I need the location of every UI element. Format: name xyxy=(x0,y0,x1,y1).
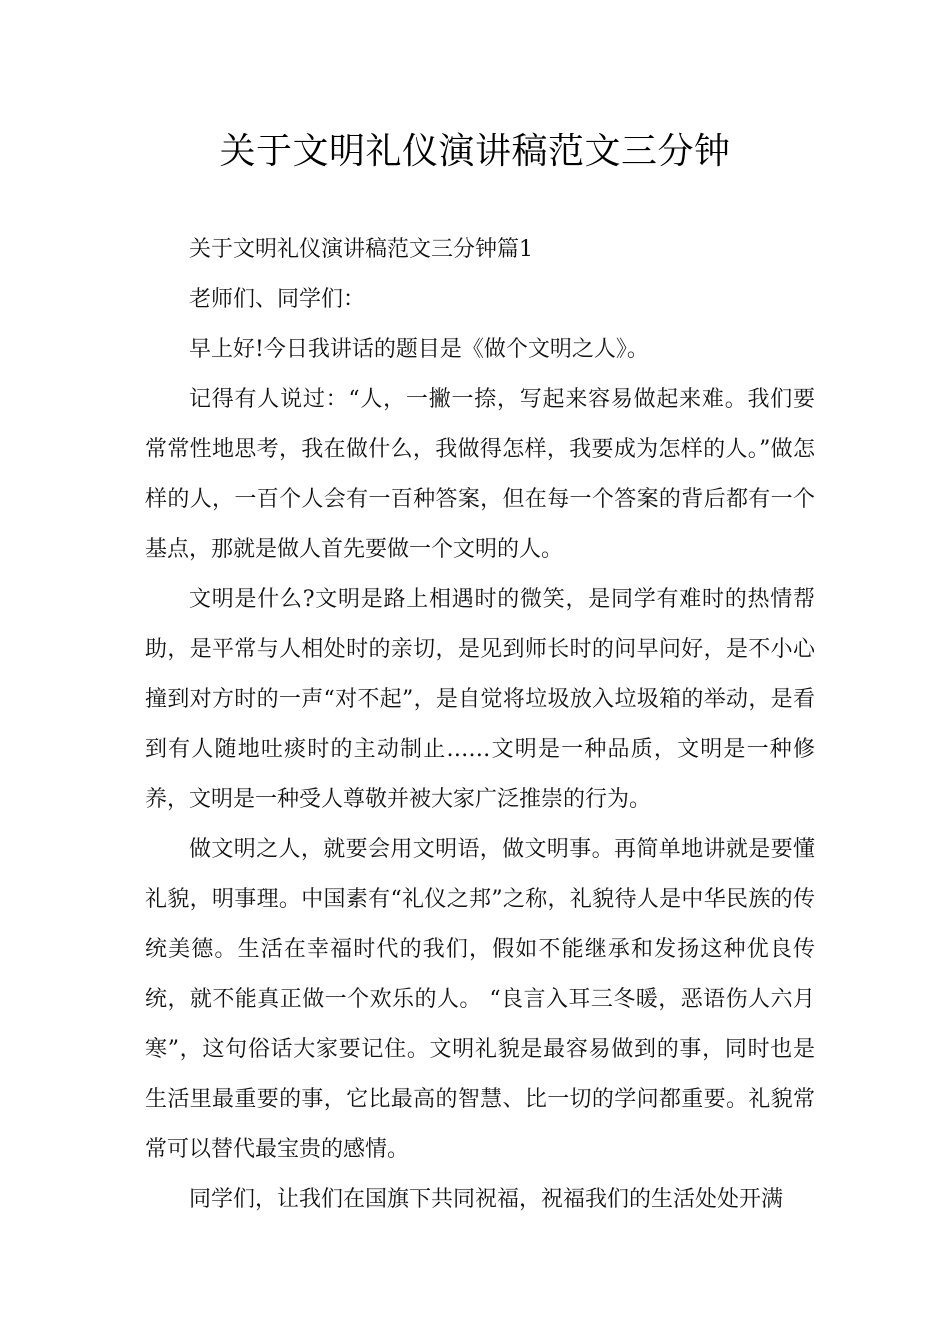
salutation: 老师们、同学们： xyxy=(189,287,366,312)
body-paragraph: 做文明之人，就要会用文明语，做文明事。再简单地讲就是要懂礼貌，明事理。中国素有“礼仪之邦”之称，礼貌待人是中华民族的传统美德。生活在幸福时代的我们，假如不能继承和发扬这种优良传统，就不能真正做一个欢乐的人。 “良言入耳三冬暖，恶语伤人六月寒”，这句俗话大家要记住。文明礼貌是最容易做到的事，同时也是生活里最重要的事，它比最高的智慧、比一切的学问都重要。礼貌常常可以替代最宝贵的感情。 xyxy=(145,837,815,1162)
document-body xyxy=(145,225,815,1225)
body-paragraph: 同学们，让我们在国旗下共同祝福，祝福我们的生活处处开满 xyxy=(189,1187,784,1212)
document-title: 关于文明礼仪演讲稿范文三分钟 xyxy=(219,131,731,172)
body-paragraph: 记得有人说过：“人，一撇一捺，写起来容易做起来难。我们要常常性地思考，我在做什么，我做得怎样，我要成为怎样的人。”做怎样的人，一百个人会有一百种答案，但在每一个答案的背后都有一个基点，那就是做人首先要做一个文明的人。 xyxy=(145,387,815,562)
body-paragraph: 文明是什么?文明是路上相遇时的微笑，是同学有难时的热情帮助，是平常与人相处时的亲切，是见到师长时的问早问好，是不小心撞到对方时的一声“对不起”，是自觉将垃圾放入垃圾箱的举动，是看到有人随地吐痰时的主动制止……文明是一种品质，文明是一种修养，文明是一种受人尊敬并被大家广泛推崇的行为。 xyxy=(145,587,815,812)
section-heading: 关于文明礼仪演讲稿范文三分钟篇1 xyxy=(189,237,533,262)
greeting-paragraph: 早上好!今日我讲话的题目是《做个文明之人》。 xyxy=(189,337,649,362)
